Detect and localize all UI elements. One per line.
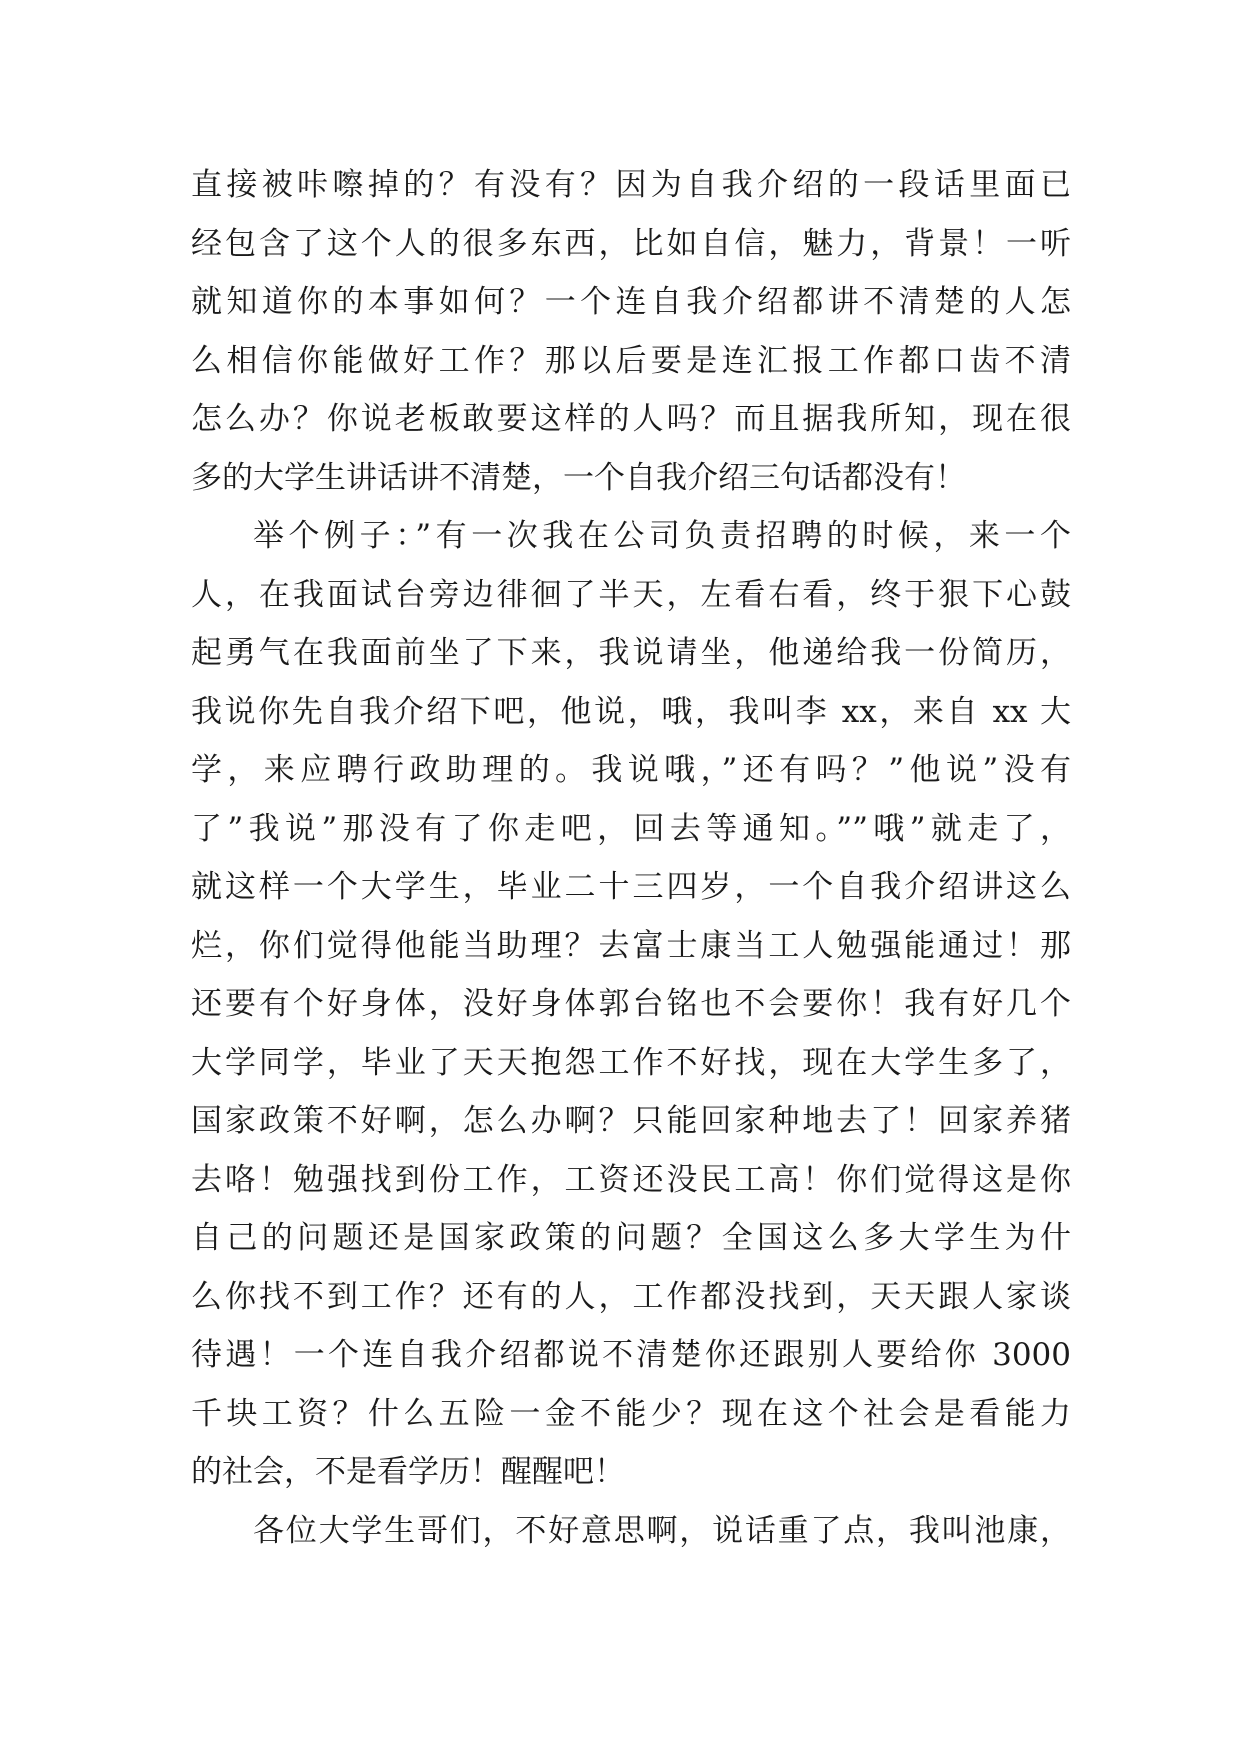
text-line: 我说你先自我介绍下吧，他说，哦，我叫李 xx，来自 xx 大: [191, 693, 1071, 730]
text-line: 大学同学，毕业了天天抱怨工作不好找，现在大学生多了，: [191, 1044, 1071, 1081]
text-line: 烂，你们觉得他能当助理？去富士康当工人勉强能通过！那: [191, 927, 1071, 964]
paragraph: [191, 507, 1071, 1502]
text-line: 多的大学生讲话讲不清楚，一个自我介绍三句话都没有！: [191, 459, 966, 496]
text-line: 举个例子：”有一次我在公司负责招聘的时候，来一个: [253, 518, 1071, 554]
text-line: 国家政策不好啊，怎么办啊？只能回家种地去了！回家养猪: [191, 1103, 1071, 1139]
text-line: 还要有个好身体，没好身体郭台铭也不会要你！我有好几个: [191, 986, 1071, 1022]
document-body: [191, 156, 1071, 1560]
paragraph: [191, 156, 1071, 507]
text-line: 么相信你能做好工作？那以后要是连汇报工作都口齿不清: [191, 342, 1071, 379]
text-line: 起勇气在我面前坐了下来，我说请坐，他递给我一份简历，: [191, 635, 1071, 671]
text-line: 自己的问题还是国家政策的问题？全国这么多大学生为什: [191, 1220, 1071, 1256]
paragraph: [191, 1502, 1071, 1561]
text-line: 学，来应聘行政助理的。我说哦，”还有吗？”他说”没有: [191, 752, 1071, 788]
text-line: 怎么办？你说老板敢要这样的人吗？而且据我所知，现在很: [191, 401, 1071, 437]
text-line: 各位大学生哥们，不好意思啊，说话重了点，我叫池康，: [253, 1512, 1071, 1549]
text-line: 待遇！一个连自我介绍都说不清楚你还跟别人要给你 3000: [191, 1337, 1071, 1373]
text-line: 去咯！勉强找到份工作，工资还没民工高！你们觉得这是你: [191, 1161, 1071, 1198]
text-line: 的社会，不是看学历！醒醒吧！: [191, 1454, 625, 1490]
text-line: 经包含了这个人的很多东西，比如自信，魅力，背景！一听: [191, 225, 1071, 262]
text-line: 千块工资？什么五险一金不能少？现在这个社会是看能力: [191, 1395, 1071, 1432]
text-line: 人，在我面试台旁边徘徊了半天，左看右看，终于狠下心鼓: [191, 576, 1071, 613]
text-line: 了”我说”那没有了你走吧，回去等通知。””哦”就走了，: [191, 810, 1071, 847]
text-line: 就这样一个大学生，毕业二十三四岁，一个自我介绍讲这么: [191, 869, 1071, 905]
text-line: 直接被咔嚓掉的？有没有？因为自我介绍的一段话里面已: [191, 167, 1071, 203]
text-line: 就知道你的本事如何？一个连自我介绍都讲不清楚的人怎: [191, 284, 1071, 320]
text-line: 么你找不到工作？还有的人，工作都没找到，天天跟人家谈: [191, 1278, 1071, 1315]
